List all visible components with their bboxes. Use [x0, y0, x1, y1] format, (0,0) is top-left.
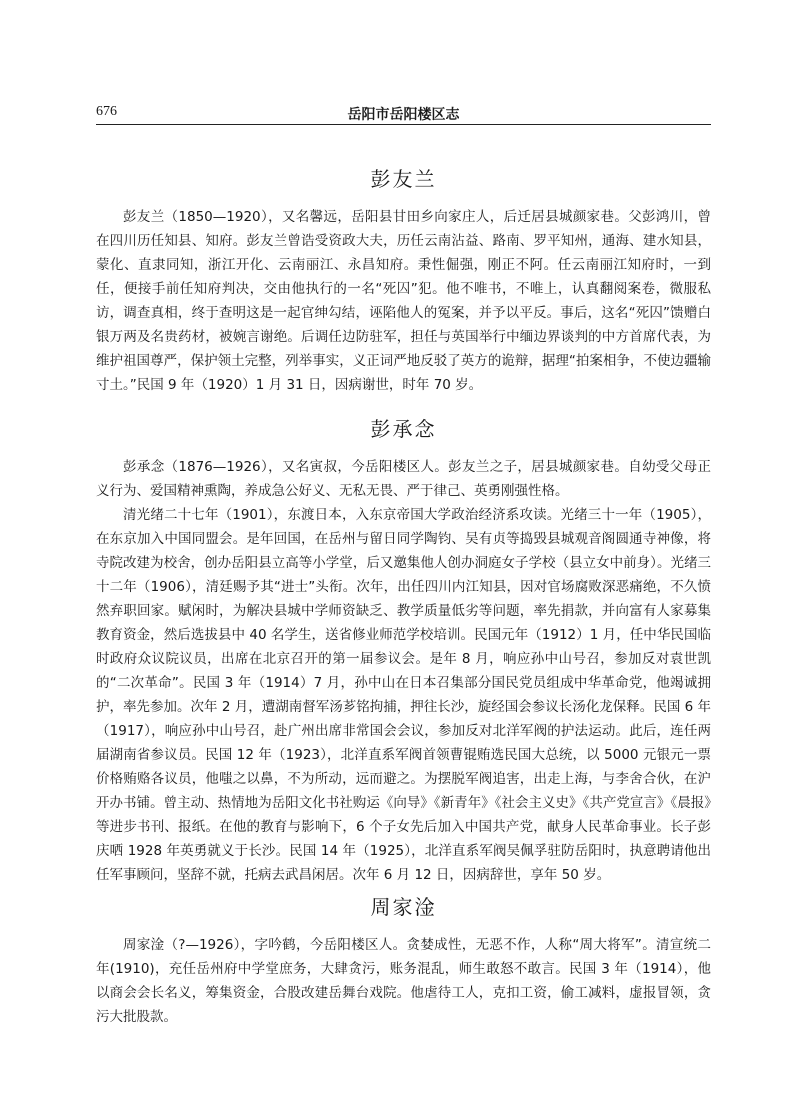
section-heading-zhou-jiagan: 周家淦: [370, 895, 437, 919]
body-paragraph: 清光绪二十七年（1901），东渡日本，入东京帝国大学政治经济系攻读。光绪三十一年（1905），在东京加入中国同盟会。是年回国，在岳州与留日同学陶钧、吴有贞等捣毁县城观音阁圆通寺神像，将寺院改建为校舍，创办岳阳县立高等小学堂，后又邀集他人创办洞庭女子学校（县立女中前身）。光绪三十二年（1906），清廷赐予其“进士”头衔。次年，出任四川内江知县，因对官场腐败深恶痛绝，不久愤然弃职回家。赋闲时，为解决县城中学师资缺乏、教学质量低劣等问题，率先捐款，并向富有人家募集教育资金，然后选拔县中 40 名学生，送省修业师范学校培训。民国元年（1912）1 月，任中华民国临时政府众议院议员，出席在北京召开的第一届参议会。是年 8 月，响应孙中山号召，参加反对袁世凯的“二次革命”。民国 3 年（1914）7 月，孙中山在日本召集部分国民党员组成中华革命党，他竭诚拥护，率先参加。次年 2 月，遭湖南督军汤芗铭拘捕，押往长沙，旋经国会参议长汤化龙保释。民国 6 年（1917），响应孙中山号召，赴广州出席非常国会会议，参加反对北洋军阀的护法运动。此后，连任两届湖南省参议员。民国 12 年（1923），北洋直系军阀首领曹锟贿选民国大总统，以 5000 元银元一票价格贿赂各议员，他嗤之以鼻，不为所动，远而避之。为摆脱军阀追害，出走上海，与李舍合伙，在沪开办书铺。曾主动、热情地为岳阳文化书社购运《向导》《新青年》《社会主义史》《共产党宣言》《晨报》等进步书刊、报纸。在他的教育与影响下，6 个子女先后加入中国共产党，献身人民革命事业。长子彭庆哂 1928 年英勇就义于长沙。民国 14 年（1925），北洋直系军阀吴佩孚驻防岳阳时，执意聘请他出任军事顾问，坚辞不就，托病去武昌闲居。次年 6 月 12 日，因病辞世，享年 50 岁。: [96, 507, 711, 883]
section-heading-peng-youlan: 彭友兰: [370, 167, 437, 191]
section-heading-peng-chengnian: 彭承念: [370, 417, 437, 441]
body-paragraph: 彭承念（1876—1926），又名寅叔，今岳阳楼区人。彭友兰之子，居县城颜家巷。自幼受父母正义行为、爱国精神熏陶，养成急公好义、无私无畏、严于律己、英勇刚强性格。: [96, 459, 711, 499]
page-number: 676: [96, 104, 117, 119]
body-paragraph: 彭友兰（1850—1920），又名馨远，岳阳县甘田乡向家庄人，后迁居县城颜家巷。父彭鸿川，曾在四川历任知县、知府。彭友兰曾诰受资政大夫，历任云南沾益、路南、罗平知州，通海、建水知县，蒙化、直隶同知，浙江开化、云南丽江、永昌知府。秉性倔强，刚正不阿。任云南丽江知府时，一到任，便接手前任知府判决，交由他执行的一名“死囚”犯。他不唯书，不唯上，认真翻阅案卷，微服私访，调查真相，终于查明这是一起官绅勾结，诬陷他人的冤案，并予以平反。事后，这名“死囚”馈赠白银万两及名贵药材，被婉言谢绝。后调任边防驻军，担任与英国举行中缅边界谈判的中方首席代表，为维护祖国尊严，保护领土完整，列举事实，义正词严地反驳了英方的诡辩，据理“拍案相争，不使边疆输寸土。”民国 9 年（1920）1 月 31 日，因病谢世，时年 70 岁。: [96, 209, 711, 393]
body-paragraph: 周家淦（?—1926），字吟鹤，今岳阳楼区人。贪婪成性，无恶不作，人称“周大将军”。清宣统二年(1910)，充任岳州府中学堂庶务，大肆贪污，账务混乱，师生敢怒不敢言。民国 3 年（1914），他以商会会长名义，筹集资金，合股改建岳舞台戏院。他虐待工人，克扣工资，偷工减料，虚报冒领，贪污大批股款。: [96, 937, 711, 1025]
running-title: 岳阳市岳阳楼区志: [347, 107, 460, 123]
page-header: [96, 104, 711, 125]
